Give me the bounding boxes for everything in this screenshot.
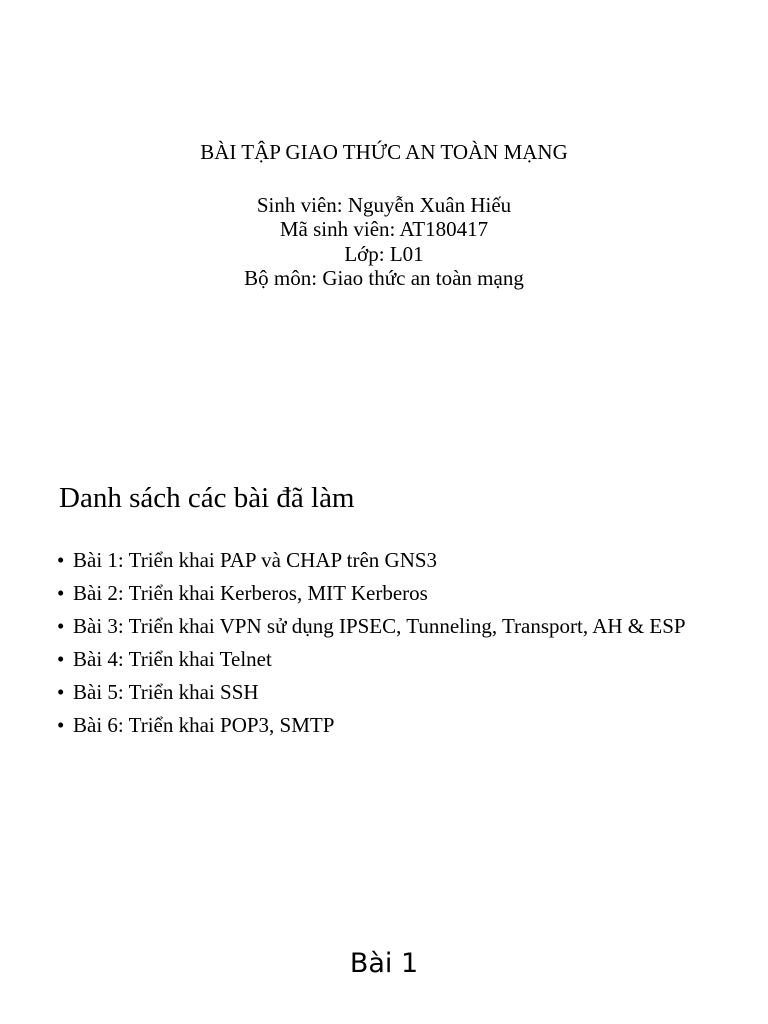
- department-line: Bộ môn: Giao thức an toàn mạng: [244, 266, 524, 290]
- list-item: [57, 581, 707, 605]
- title-slide: [0, 0, 768, 430]
- list-item-text: Bài 5: Triển khai SSH: [73, 680, 259, 704]
- list-item: [57, 647, 707, 671]
- list-item-text: Bài 3: Triển khai VPN sử dụng IPSEC, Tunneling, Transport, AH & ESP: [73, 614, 686, 638]
- title-block: [0, 140, 768, 291]
- student-id-line: Mã sinh viên: AT180417: [279, 217, 489, 241]
- class-line: Lớp: L01: [344, 241, 424, 266]
- bullet-icon: •: [57, 647, 65, 671]
- bullet-icon: •: [57, 581, 65, 605]
- bullet-icon: •: [57, 680, 65, 704]
- list-slide: [0, 430, 768, 930]
- student-name-line: Sinh viên: Nguyễn Xuân Hiếu: [256, 192, 512, 217]
- list-item-text: Bài 6: Triển khai POP3, SMTP: [73, 713, 335, 737]
- document-title: BÀI TẬP GIAO THỨC AN TOÀN MẠNG: [200, 140, 568, 164]
- bullet-icon: •: [57, 713, 65, 737]
- next-slide: [0, 930, 768, 1024]
- exercise-list: [57, 548, 707, 746]
- list-item: [57, 713, 707, 737]
- list-item-text: Bài 1: Triển khai PAP và CHAP trên GNS3: [73, 548, 438, 572]
- bullet-icon: •: [57, 548, 65, 572]
- next-slide-title: Bài 1: [349, 948, 419, 979]
- list-item-text: Bài 2: Triển khai Kerberos, MIT Kerberos: [73, 581, 428, 605]
- list-item: [57, 548, 707, 572]
- bullet-icon: •: [57, 614, 65, 638]
- list-item: [57, 614, 707, 638]
- list-item: [57, 680, 707, 704]
- list-heading: Danh sách các bài đã làm: [59, 482, 355, 514]
- list-item-text: Bài 4: Triển khai Telnet: [73, 647, 272, 671]
